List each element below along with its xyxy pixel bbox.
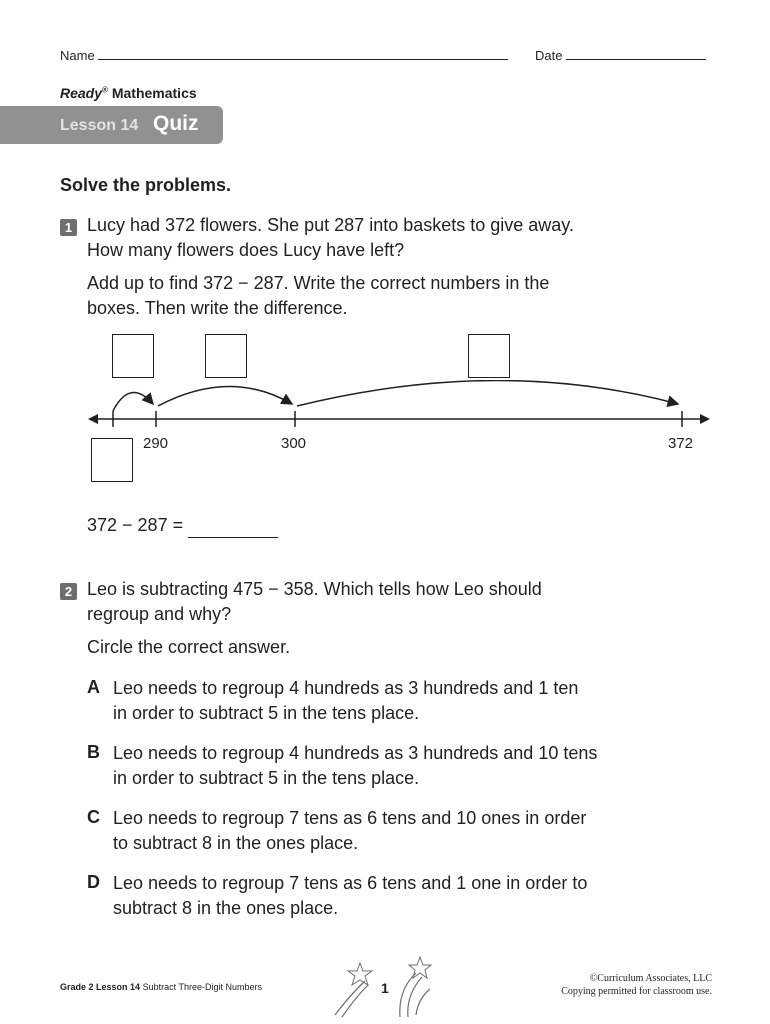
footer-course	[60, 982, 262, 992]
series-rest: Mathematics	[111, 85, 197, 101]
option-d[interactable]	[113, 871, 587, 921]
footer-copyright	[520, 972, 712, 998]
question-2-text	[87, 577, 542, 627]
jump-arc-3	[297, 380, 678, 406]
option-a-letter[interactable]: A	[87, 677, 100, 697]
left-arrowhead	[88, 414, 98, 424]
series-title	[60, 85, 197, 101]
question-1-number: 1	[60, 219, 77, 236]
footer-topic: Subtract Three-Digit Numbers	[142, 982, 262, 992]
option-a-line-2: in order to subtract 5 in the tens place.	[113, 703, 420, 723]
date-field[interactable]	[535, 45, 706, 63]
jump-arc-2	[158, 386, 292, 406]
question-1-line-1: Lucy had 372 flowers. She put 287 into baskets to give away.	[87, 215, 574, 235]
question-2-line-1: Leo is subtracting 475 − 358. Which tells how Leo should	[87, 579, 542, 599]
question-1-line-3: Add up to find 372 − 287. Write the correct numbers in the	[87, 273, 550, 293]
question-2-line-2: regroup and why?	[87, 604, 232, 624]
lesson-banner	[0, 106, 223, 144]
option-b[interactable]	[113, 741, 597, 791]
answer-box-jump-2[interactable]	[205, 334, 247, 378]
instructions-heading: Solve the problems.	[60, 175, 232, 195]
question-1-line-4: boxes. Then write the difference.	[87, 298, 348, 318]
option-b-line-2: in order to subtract 5 in the tens place.	[113, 768, 420, 788]
difference-equation	[87, 513, 278, 538]
equation-text: 372 − 287 =	[87, 515, 184, 535]
number-line	[80, 380, 720, 440]
question-1-line-2: How many flowers does Lucy have left?	[87, 240, 405, 260]
copyright-line: ©Curriculum Associates, LLC	[589, 973, 712, 984]
option-d-letter[interactable]: D	[87, 872, 100, 892]
difference-answer-line[interactable]	[188, 519, 278, 538]
page-number: 1	[381, 980, 389, 996]
question-2-number: 2	[60, 583, 77, 600]
right-arrowhead	[700, 414, 710, 424]
option-b-line-1: Leo needs to regroup 4 hundreds as 3 hundreds and 10 tens	[113, 743, 598, 763]
registered-mark: ®	[102, 85, 108, 95]
option-a[interactable]	[113, 676, 578, 726]
tick-label-290: 290	[143, 435, 169, 452]
name-field[interactable]	[60, 45, 508, 63]
option-d-line-1: Leo needs to regroup 7 tens as 6 tens and 1 one in order to	[113, 873, 588, 893]
option-a-line-1: Leo needs to regroup 4 hundreds as 3 hundreds and 1 ten	[113, 678, 579, 698]
date-label: Date	[535, 48, 563, 63]
option-c-line-1: Leo needs to regroup 7 tens as 6 tens and 10 ones in order	[113, 808, 587, 828]
tick-label-372: 372	[668, 435, 694, 452]
permission-line: Copying permitted for classroom use.	[561, 986, 712, 997]
footer-lesson: Lesson 14	[96, 982, 141, 992]
option-d-line-2: subtract 8 in the ones place.	[113, 898, 339, 918]
option-c-letter[interactable]: C	[87, 807, 100, 827]
lesson-label: Lesson 14	[60, 117, 139, 134]
name-label: Name	[60, 48, 95, 63]
option-c[interactable]	[113, 806, 586, 856]
question-1-instruction	[87, 271, 549, 321]
option-c-line-2: to subtract 8 in the ones place.	[113, 833, 359, 853]
answer-box-jump-3[interactable]	[468, 334, 510, 378]
answer-box-jump-1[interactable]	[112, 334, 154, 378]
answer-box-start[interactable]	[91, 438, 133, 482]
quiz-label: Quiz	[153, 112, 199, 135]
date-line[interactable]	[566, 45, 706, 60]
question-2-instruction: Circle the correct answer.	[87, 637, 291, 657]
tick-label-300: 300	[281, 435, 307, 452]
name-line[interactable]	[98, 45, 508, 60]
question-1-text	[87, 213, 574, 263]
footer-grade: Grade 2	[60, 982, 94, 992]
series-italic: Ready	[60, 85, 103, 101]
option-b-letter[interactable]: B	[87, 742, 100, 762]
jump-arc-1	[113, 393, 153, 411]
